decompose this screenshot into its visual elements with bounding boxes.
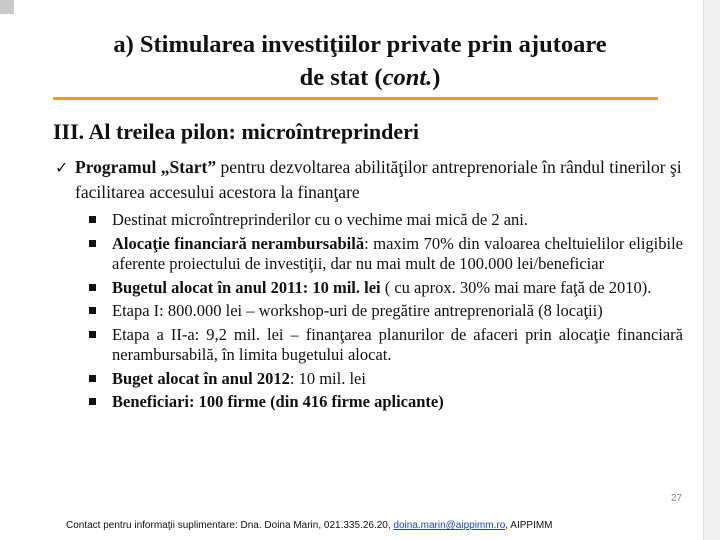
bullet-item [88,392,683,413]
bullet-item [88,234,683,275]
bullet-item [88,369,683,390]
bullet-bold-text: Alocaţie financiară nerambursabilă [112,233,365,253]
bullet-text: : maxim 70% din valoarea cheltuielilor eligibile aferente proiectului de investiţii, dar nu mai mult de 100.000 lei/beneficiar [112,233,683,273]
bullet-bold-text: Beneficiari: 100 firme (din 416 firme aplicante) [112,392,444,411]
square-bullet-icon [89,375,96,382]
bullet-item [88,278,683,299]
bullet-bold-text: Buget alocat în anul 2012 [112,368,290,388]
title-line-2-prefix: de stat ( [299,64,383,91]
footer-email-link[interactable]: doina.marin@aippimm.ro [393,520,506,531]
bullet-text: Destinat microîntreprinderilor cu o vechime mai mică de 2 ani. [112,210,529,229]
bullet-item [88,325,683,366]
bullet-text: Etapa a II-a: 9,2 mil. lei – finanţarea planurilor de afaceri prin alocaţie financiară nerambursabilă, în limita bugetului alocat. [112,324,683,364]
title-line-2 [40,61,680,94]
bullet-bold-text: Bugetul alocat în anul 2011: 10 mil. lei [112,277,381,297]
section-heading: III. Al treilea pilon: microîntreprinderi [53,119,420,144]
square-bullet-icon [89,307,96,314]
square-bullet-icon [89,240,96,247]
corner-decoration [0,0,14,14]
title-line-2-suffix: ) [432,64,441,91]
footer-contact [66,520,553,531]
check-item-bold: Programul „Start” [75,157,217,177]
checkmark-icon: ✓ [55,158,69,177]
square-bullet-icon [89,284,96,291]
bullet-item [88,301,683,322]
check-list-item [55,155,685,205]
square-bullet-icon [89,331,96,338]
title-line-1: a) Stimularea investiţiilor private prin ajutoare [113,31,607,58]
footer-prefix: Contact pentru informaţii suplimentare: Dna. Doina Marin, 021.335.26.20, [66,520,394,531]
bullet-item [88,210,683,231]
title-underline [53,97,658,100]
title-line-2-italic: cont. [382,64,433,91]
check-item-text [55,155,685,205]
page-number: 27 [671,493,683,504]
bullet-text: : 10 mil. lei [289,368,366,388]
right-side-band [703,0,720,540]
bullet-text: ( cu aprox. 30% mai mare faţă de 2010). [380,277,652,297]
square-bullet-icon [89,398,96,405]
footer-suffix: , AIPPIMM [505,520,553,531]
check-item-rest: pentru dezvoltarea abilităţilor antreprenoriale în rândul tinerilor şi facilitarea accesului acestora la finanţare [75,157,682,202]
bullet-text: Etapa I: 800.000 lei – workshop-uri de pregătire antreprenorială (8 locaţii) [112,301,603,320]
slide-title [40,28,680,94]
bullet-list [88,210,683,416]
square-bullet-icon [89,216,96,223]
